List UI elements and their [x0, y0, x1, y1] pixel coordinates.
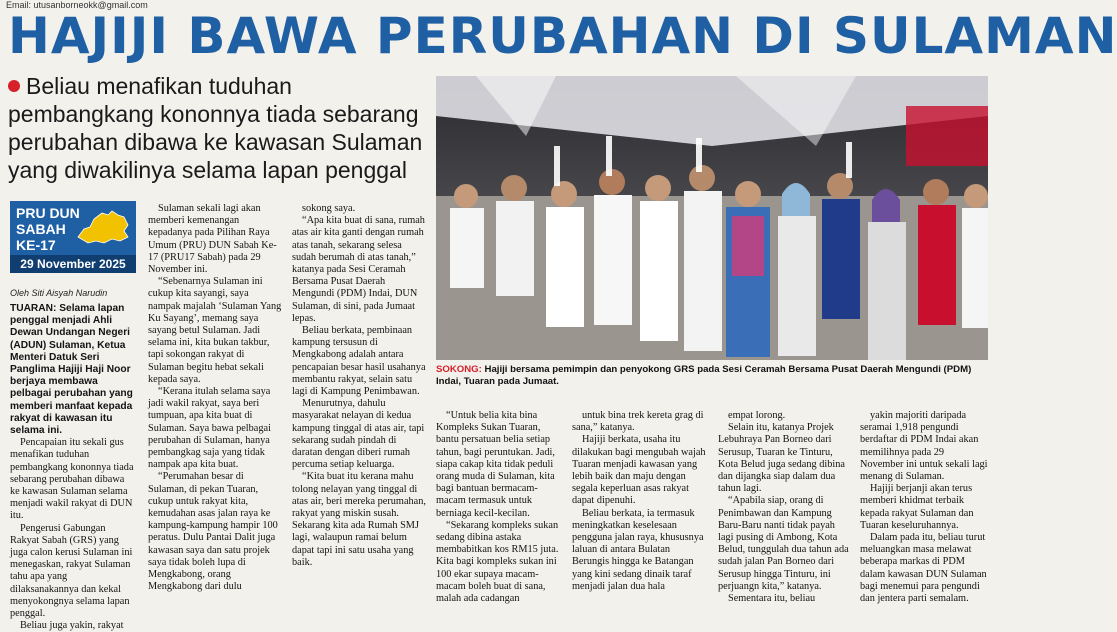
column-7 — [860, 410, 990, 605]
column-6 — [718, 410, 852, 605]
body-paragraph: Menurutnya, dahulu masyarakat nelayan di kedua kampung tinggal di atas air, tapi sekarang sudah pindah di daratan dengan diberi rumah percuma setiap keluarga. — [292, 398, 425, 471]
body-paragraph: “Kerana itulah selama saya jadi wakil rakyat, saya beri tumpuan, apa kita buat di Sulaman. Saya bawa pelbagai perubahan di Sulaman, hanya pembangkag saja yang tidak nampak apa kita buat. — [148, 386, 271, 471]
body-paragraph: Beliau berkata, ia termasuk meningkatkan keselesaan pengguna jalan raya, khususnya laluan di antara Bulatan Berungis hingga ke Batangan yang kini sedang dinaik taraf menjadi jalan dua hala — [572, 507, 704, 592]
body-paragraph: Beliau berkata, pembinaan kampung tersusun di Mengkabong adalah antara pencapaian besar hasil usahanya membantu rakyat, selain satu lagi di Kampung Penimbawan. — [292, 325, 426, 398]
body-paragraph: Hajiji berkata, usaha itu dilakukan bagi mengubah wajah Tuaran menjadi kawasan yang lebih baik dan maju dengan segala keperluan asas rakyat dapat dipenuhi. — [572, 434, 706, 507]
body-paragraph: “Perumahan besar di Sulaman, di pekan Tuaran, cukup untuk rakyat kita, kemudahan asas jalan raya ke kampung-kampung hampir 100 peratus. Dulu Pantai Dalit juga kawasan saya dan satu projek saya tidak boleh lupa di Mengkabong, orang Mengkabong dari dulu — [148, 471, 278, 593]
headline: HAJIJI BAWA PERUBAHAN DI SULAMAN — [8, 7, 1117, 65]
sabah-map-icon — [74, 207, 132, 247]
election-badge — [10, 201, 136, 273]
body-paragraph: Selain itu, katanya Projek Lebuhraya Pan Borneo dari Serusup, Tuaran ke Tinturu, Kota Belud juga sedang dibina dan dijangka siap dalam dua tahun lagi. — [718, 422, 845, 495]
body-paragraph: yakin majoriti daripada seramai 1,918 pengundi berdaftar di PDM Indai akan memilihnya pada 29 November ini untuk sekali lagi menang di Sulaman. — [860, 410, 988, 483]
body-paragraph: “Sebenarnya Sulaman ini cukup kita sayangi, saya nampak majalah ‘Sulaman Yang Ku Sayang’, memang saya sayang betul Sulaman. Jadi selama ini, kita bukan takbur, tapi sokongan rakyat di Sulaman begitu hebat sekali kepada saya. — [148, 276, 282, 385]
column-2 — [148, 203, 282, 594]
rally-photo — [436, 76, 988, 360]
body-paragraph: Sulaman sekali lagi akan memberi kemenangan kepadanya pada Pilihan Raya Umum (PRU) DUN Sabah Ke-17 (PRU17 Sabah) pada 29 November ini. — [148, 203, 277, 276]
column-3 — [292, 203, 428, 569]
body-paragraph: sokong saya. — [302, 203, 356, 214]
caption-text: Hajiji bersama pemimpin dan penyokong GRS pada Sesi Ceramah Bersama Pusat Daerah Mengundi (PDM) Indai, Tuaran pada Jumaat. — [436, 364, 972, 387]
lead-paragraph: TUARAN: Selama lapan penggal menjadi Ahli Dewan Undangan Negeri (ADUN) Sulaman, Ketua Menteri Datuk Seri Panglima Hajiji Haji Noor berjaya membawa pelbagai perubahan yang memberi manfaat kepada rakyat di kawasan itu selama ini. — [10, 303, 133, 437]
badge-date: 29 November 2025 — [10, 255, 136, 273]
body-paragraph: Pencapaian itu sekali gus menafikan tuduhan pembangkang kononnya tiada sebarang perubahan dibawa ke kawasan Sulaman selama menjadi wakil rakyat di DUN itu. — [10, 437, 134, 522]
badge-line-1: PRU DUN — [16, 205, 80, 221]
body-paragraph: “Apa kita buat di sana, rumah atas air kita ganti dengan rumah atas tanah, sekarang selesa sudah berumah di atas tanah,” katanya pada Sesi Ceramah Bersama Pusat Daerah Mengundi (PDM) Indai, DUN Sulaman, di sini, pada Jumaat lepas. — [292, 215, 425, 324]
body-paragraph: “Untuk belia kita bina Kompleks Sukan Tuaran, bantu persatuan belia setiap tahun, bagi peruntukan. Jadi, siapa cakap kita tidak peduli orang muda di Sulaman, kita bagi bantuan bermacam-macam termasuk untuk berniaga kecil-kecilan. — [436, 410, 555, 519]
column-5 — [572, 410, 706, 593]
body-paragraph: Sementara itu, beliau — [728, 593, 816, 605]
body-paragraph: “Kita buat itu kerana mahu tolong nelayan yang tinggal di atas air, beri mereka perumahan, rakyat yang miskin susah. Sekarang kita ada Rumah SMJ lagi, walaupun ramai belum dapat tapi ini satu usaha yang baik. — [292, 471, 426, 568]
column-1 — [10, 303, 136, 632]
body-paragraph: empat lorong. — [728, 410, 786, 421]
badge-line-2: SABAH — [16, 221, 66, 237]
body-paragraph: “Apabila siap, orang di Penimbawan dan Kampung Baru-Baru nanti tidak payah lagi pusing di Ambong, Kota Belud, tunggulah dua tahun ada sudah jalan Pan Borneo dari Serusup hingga Tinturu, ini perjuangn kita,” katanya. — [718, 495, 849, 592]
body-paragraph: “Sekarang kompleks sukan sedang dibina astaka membabitkan kos RM15 juta. Kita bagi kompleks sukan ini 100 ekar supaya macam- macam boleh buat di sana, malah ada cadangan — [436, 519, 559, 605]
body-paragraph: Pengerusi Gabungan Rakyat Sabah (GRS) yang juga calon kerusi Sulaman ini menegaskan, rakyat Sulaman tahu apa yang dilaksanakannya dan kekal menyokongnya selama lapan penggal. — [10, 522, 133, 620]
email-address: Email: utusanborneokk@gmail.com — [6, 0, 148, 10]
body-paragraph: Hajiji berjanji akan terus memberi khidmat terbaik kepada rakyat Sulaman dan Tuaran keseluruhannya. — [860, 483, 974, 531]
body-paragraph: Beliau juga yakin, rakyat — [20, 620, 124, 632]
bullet-dot-icon — [8, 80, 20, 92]
crowd-photo-illustration — [436, 76, 988, 360]
deck — [8, 72, 428, 184]
body-paragraph: Dalam pada itu, beliau turut meluangkan masa melawat beberapa markas di PDM dalam kawasan DUN Sulaman bagi menemui para pengundi dan jentera parti semalam. — [860, 532, 987, 605]
body-paragraph: untuk bina trek kereta grag di sana,” katanya. — [572, 410, 704, 434]
deck-text: Beliau menafikan tuduhan pembangkang kononnya tiada sebarang perubahan dibawa ke kawasan Sulaman yang diwakilinya selama lapan penggal — [8, 73, 423, 183]
badge-line-3: KE-17 — [16, 237, 56, 253]
column-4 — [436, 410, 564, 605]
photo-caption — [436, 364, 988, 388]
byline: Oleh Siti Aisyah Narudin — [10, 288, 108, 298]
caption-tag: SOKONG: — [436, 364, 482, 375]
